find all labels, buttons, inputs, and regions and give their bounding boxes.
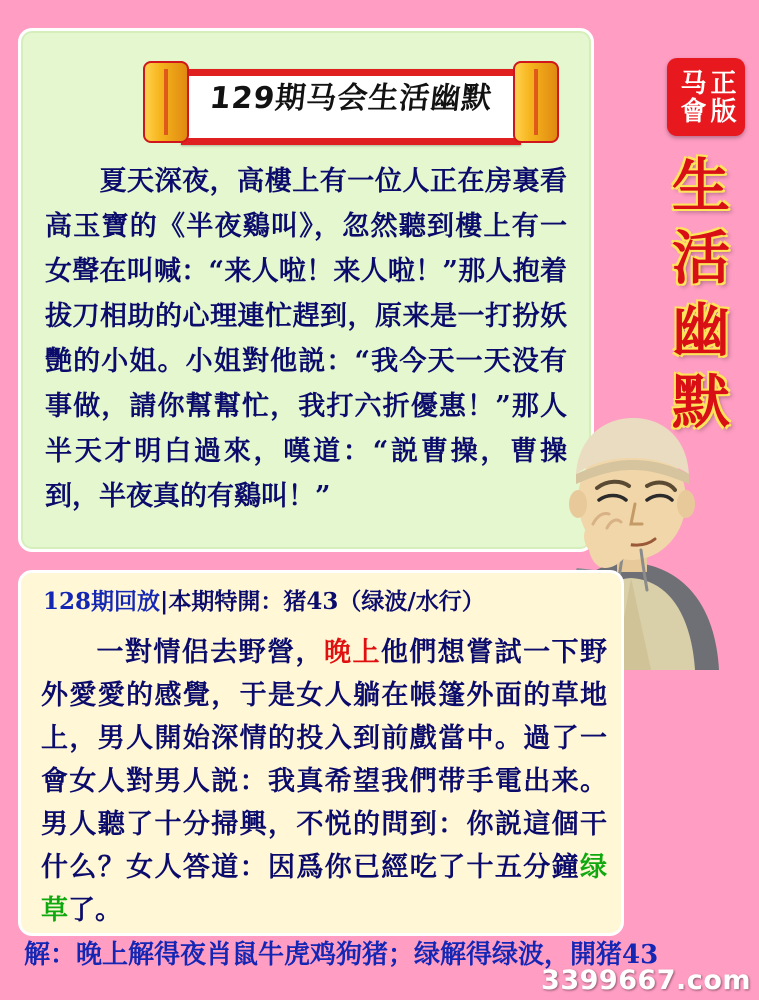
recap-result-label: 本期特開：	[168, 588, 284, 615]
vertical-title-char-2: 幽	[671, 296, 730, 364]
bottom-story-part3: 了。	[68, 895, 122, 926]
seal-line-1: 正版	[706, 69, 736, 125]
top-story-body: 夏天深夜，高樓上有一位人正在房裏看高玉寶的《半夜鷄叫》，忽然聽到樓上有一女聲在叫喊：“来人啦！来人啦！”那人抱着拔刀相助的心理連忙趕到，原来是一打扮妖艷的小姐。小姐對他説：“我今天一天没有事做，請你幫幫忙，我打六折優惠！”那人半天才明白過來，嘆道：“説曹操，曹操到，半夜真的有鷄叫！”	[45, 166, 567, 512]
recap-period-label: 128期回放	[43, 588, 161, 615]
bottom-story-part1: 一對情侣去野營，	[95, 637, 324, 668]
recap-separator: |	[160, 588, 169, 615]
vertical-title-char-3: 默	[671, 368, 730, 436]
banner-scroll-right-icon	[513, 61, 559, 143]
answer-line: 解：晚上解得夜肖鼠牛虎鸡狗猪；绿解得绿波，開猪43	[24, 940, 659, 970]
bottom-story-highlight-green: 绿草	[41, 852, 607, 926]
bottom-story-part2: 他們想嘗試一下野外愛愛的感覺，于是女人躺在帳篷外面的草地上，男人開始深情的投入到前戲當中。過了一會女人對男人説：我真希望我們带手電出来。男人聽了十分掃興，不悦的問到：你説這個干什么？女人答道：因爲你已經吃了十五分鐘	[41, 637, 608, 883]
banner-scroll-left-icon	[143, 61, 189, 143]
top-story-panel	[18, 28, 594, 552]
bottom-story-highlight-red: 晚上	[324, 637, 381, 668]
seal-line-2: 马會	[676, 69, 706, 125]
title-banner	[141, 61, 561, 143]
previous-period-recap	[43, 585, 485, 619]
vertical-title-char-0: 生	[671, 152, 730, 220]
vertical-title-char-1: 活	[671, 224, 730, 292]
site-watermark: 3399667.com	[541, 965, 751, 996]
bottom-story-text	[41, 631, 607, 932]
vertical-title	[659, 150, 743, 438]
banner-title: 129期马会生活幽默	[207, 81, 495, 116]
bottom-story-panel	[18, 570, 624, 936]
recap-result-value: 猪43（绿波/水行）	[283, 588, 485, 615]
top-story-text	[45, 159, 567, 519]
official-seal-stamp	[667, 58, 745, 136]
